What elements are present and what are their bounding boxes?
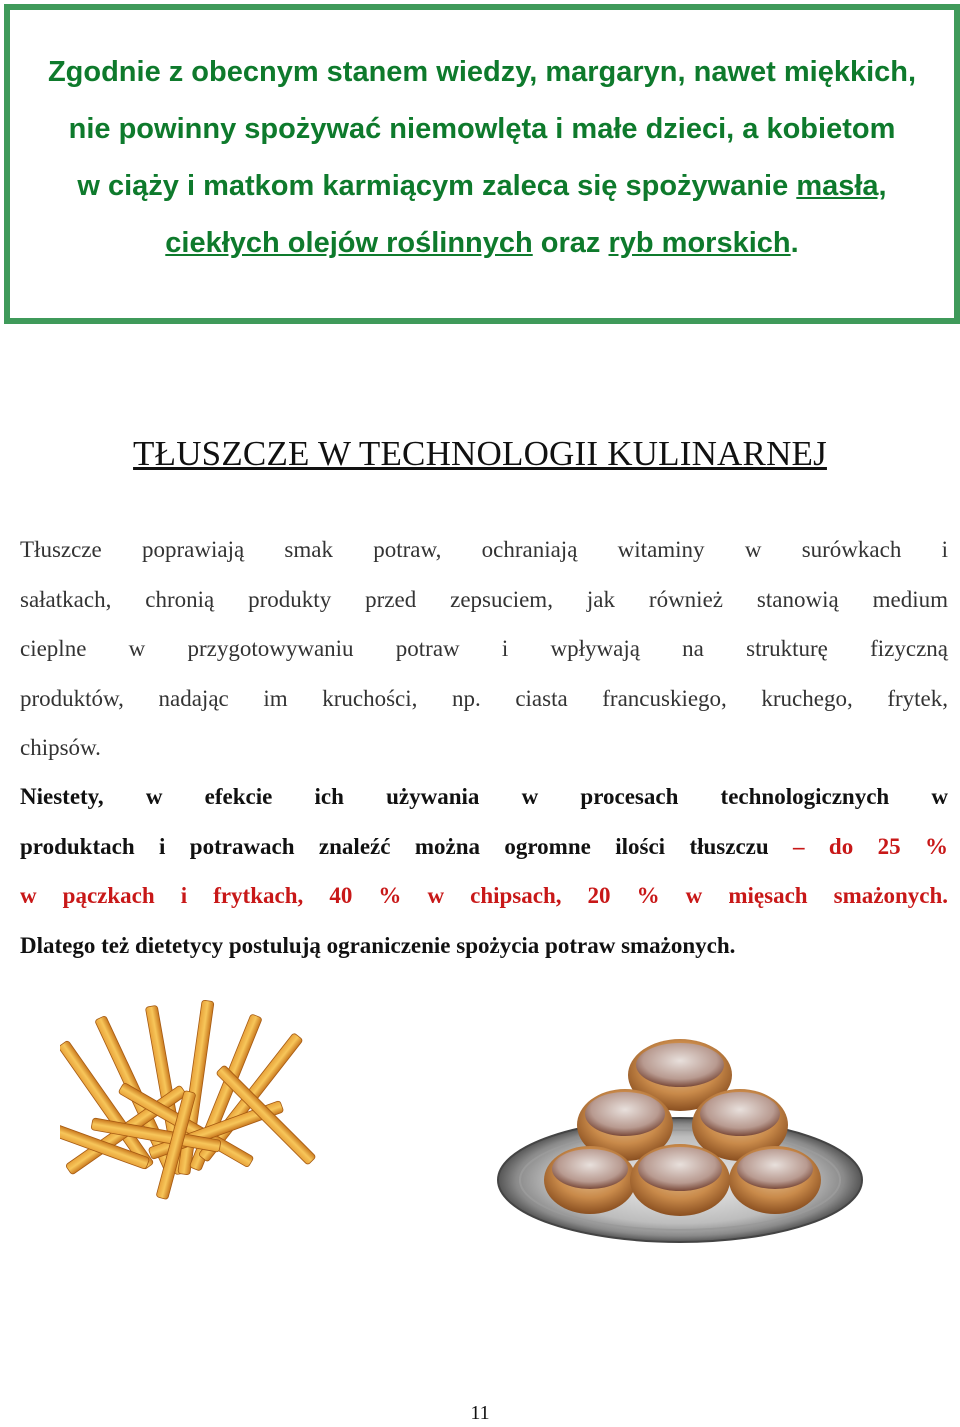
fat-content-highlight: w pączkach i frytkach, 40 % w chipsach, 20 % w mięsach smażonych. — [20, 883, 948, 908]
para1-line: Tłuszcze poprawiają smak potraw, ochraniają witaminy w surówkach i — [20, 537, 948, 562]
para1-line: cieplne w przygotowywaniu potraw i wpływają na strukturę fizyczną — [20, 636, 948, 661]
notice-line-3-text: w ciąży i matkom karmiącym zaleca się spożywanie — [77, 170, 797, 202]
fat-content-highlight: – do 25 % — [793, 833, 948, 859]
notice-line-4 — [10, 227, 954, 260]
notice-box — [4, 4, 960, 324]
notice-line-4-end: . — [790, 227, 799, 259]
donuts-tray-image — [495, 1030, 875, 1250]
para1-line: sałatkach, chronią produkty przed zepsuciem, jak również stanowią medium — [20, 586, 948, 612]
para2-line-2-text: produktach i potrawach znaleźć można ogromne ilości tłuszczu — [20, 833, 794, 859]
section-heading: TŁUSZCZE W TECHNOLOGII KULINARNEJ — [133, 434, 827, 473]
para2-line: Dlatego też dietetycy postulują ograniczenie spożycia potraw smażonych. — [20, 932, 736, 958]
para1-line: produktów, nadając im kruchości, np. ciasta francuskiego, kruchego, frytek, — [20, 685, 948, 711]
notice-line-3 — [10, 170, 954, 203]
para1-line: chipsów. — [20, 735, 101, 760]
notice-line-2: nie powinny spożywać niemowlęta i małe dzieci, a kobietom — [68, 113, 896, 145]
notice-line-1: Zgodnie z obecnym stanem wiedzy, margaryn, nawet miękkich, — [47, 56, 917, 88]
paragraph-fat-content — [20, 772, 948, 970]
notice-link-oils: ciekłych olejów roślinnych — [165, 227, 533, 259]
notice-link-fish: ryb morskich — [608, 227, 791, 259]
french-fries-image — [60, 990, 360, 1210]
notice-line-4-mid: oraz — [532, 227, 609, 259]
notice-link-butter: masła, — [796, 170, 887, 202]
page-number: 11 — [470, 1402, 490, 1424]
paragraph-fats-benefits — [20, 525, 948, 773]
para2-line — [20, 822, 948, 872]
para2-line: Niestety, w efekcie ich używania w procesach technologicznych w — [20, 784, 948, 809]
